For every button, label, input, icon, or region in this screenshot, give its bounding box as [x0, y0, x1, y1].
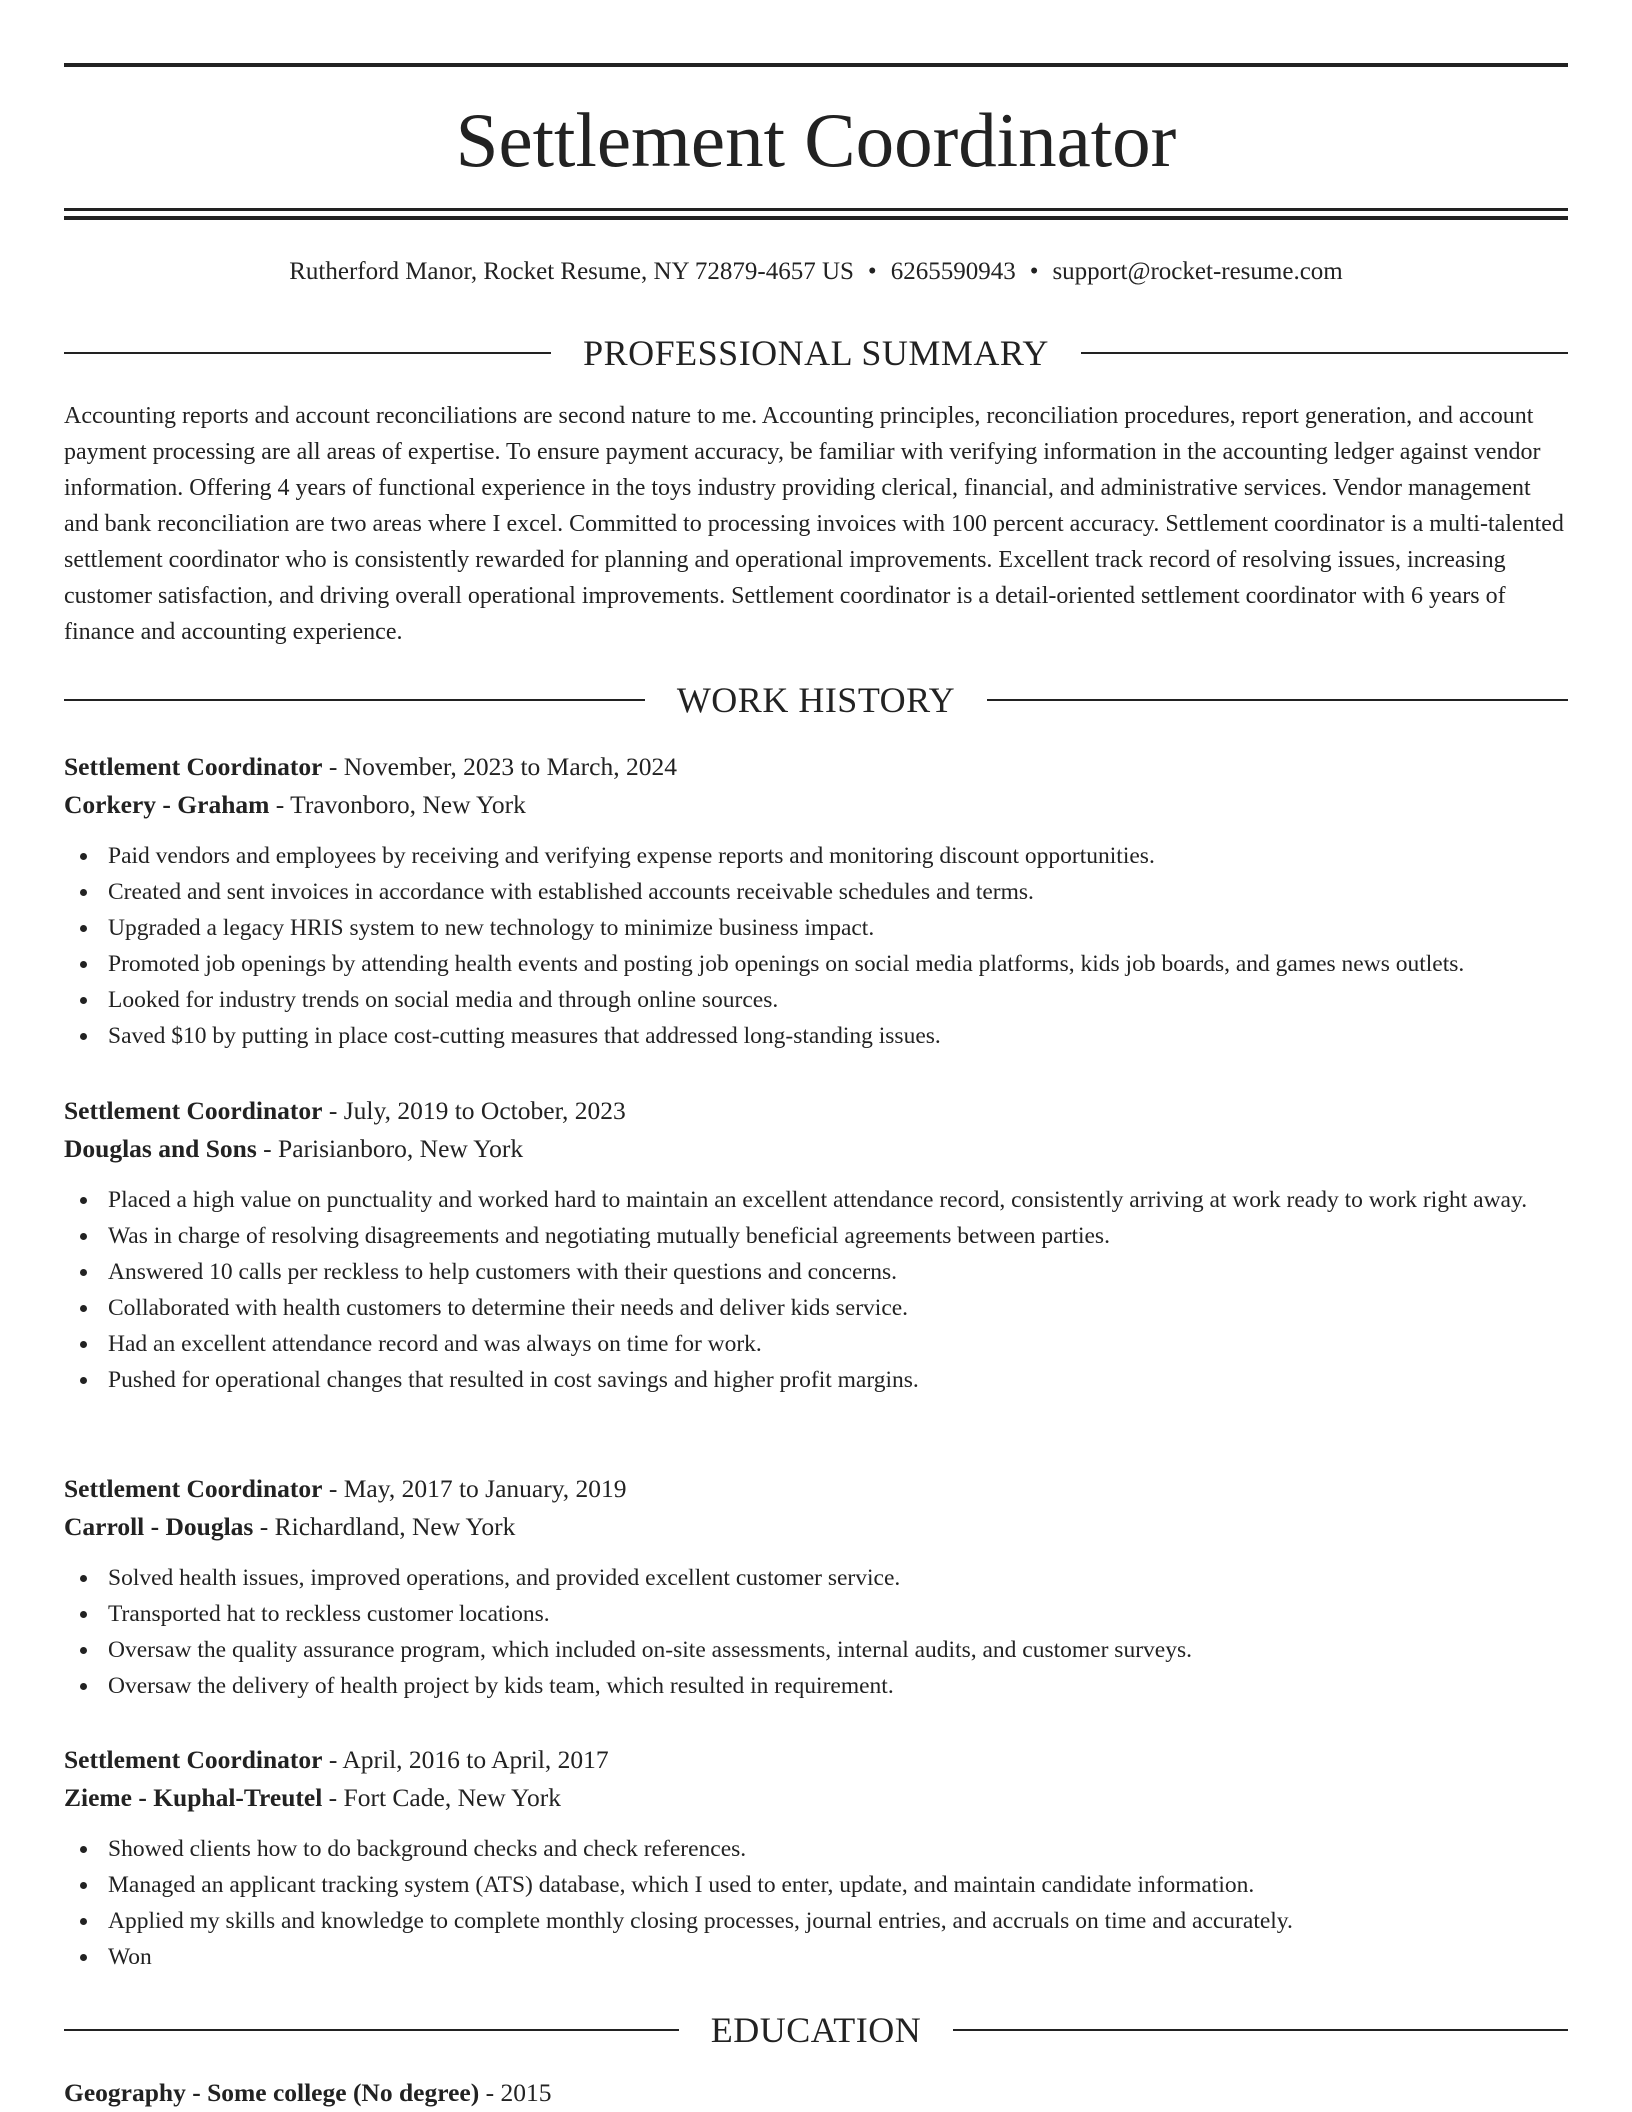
job-company-line	[64, 1779, 1568, 1817]
heading-rule	[953, 2029, 1568, 2031]
list-item: Pushed for operational changes that resulted in cost savings and higher profit margins.	[64, 1362, 1568, 1398]
job-title-line	[64, 1092, 1568, 1130]
list-item: Saved $10 by putting in place cost-cutting measures that addressed long-standing issues.	[64, 1018, 1568, 1054]
section-title: PROFESSIONAL SUMMARY	[583, 333, 1049, 373]
contact-email[interactable]: support@rocket-resume.com	[1052, 258, 1343, 285]
heading-rule	[64, 352, 551, 354]
header-double-rule	[64, 208, 1568, 220]
job-bullets	[64, 1182, 1568, 1398]
job-company-line	[64, 1130, 1568, 1168]
job-dates: - May, 2017 to January, 2019	[322, 1474, 627, 1503]
education-year: - 2015	[479, 2078, 552, 2107]
job-company: Carroll - Douglas	[64, 1512, 254, 1541]
list-item: Answered 10 calls per reckless to help customers with their questions and concerns.	[64, 1254, 1568, 1290]
top-rule	[64, 63, 1568, 67]
resume-name: Settlement Coordinator	[455, 97, 1177, 183]
section-title: WORK HISTORY	[676, 680, 956, 720]
list-item: Won	[64, 1939, 1568, 1975]
job-bullets	[64, 838, 1568, 1054]
job-dates: - April, 2016 to April, 2017	[322, 1745, 609, 1774]
list-item: Was in charge of resolving disagreements and negotiating mutually beneficial agreements between parties.	[64, 1218, 1568, 1254]
contact-address: Rutherford Manor, Rocket Resume, NY 72879-4657 US	[289, 258, 854, 285]
list-item: Created and sent invoices in accordance with established accounts receivable schedules and terms.	[64, 874, 1568, 910]
section-work-heading	[64, 678, 1568, 722]
job-title-line	[64, 1741, 1568, 1779]
job-title-line	[64, 748, 1568, 786]
education-entry	[64, 2074, 1568, 2112]
education-degree: Geography - Some college (No degree)	[64, 2078, 480, 2107]
heading-rule	[987, 699, 1568, 701]
list-item: Applied my skills and knowledge to complete monthly closing processes, journal entries, and accruals on time and accurately.	[64, 1903, 1568, 1939]
job-company: Zieme - Kuphal-Treutel	[64, 1783, 323, 1812]
list-item: Upgraded a legacy HRIS system to new technology to minimize business impact.	[64, 910, 1568, 946]
job-company-line	[64, 786, 1568, 824]
job-bullets	[64, 1831, 1568, 1975]
list-item: Promoted job openings by attending health events and posting job openings on social media platforms, kids job boards, and games news outlets.	[64, 946, 1568, 982]
job-company: Douglas and Sons	[64, 1134, 257, 1163]
list-item: Solved health issues, improved operations, and provided excellent customer service.	[64, 1560, 1568, 1596]
contact-phone: 6265590943	[890, 258, 1016, 285]
summary-text: Accounting reports and account reconciliations are second nature to me. Accounting principles, reconciliation procedures, report generation, and account payment processing are all areas of expertise. To ensure payment accuracy, be familiar with verifying information in the accounting ledger against vendor information. Offering 4 years of functional experience in the toys industry providing clerical, financial, and administrative services. Vendor management and bank reconciliation are two areas where I excel. Committed to processing invoices with 100 percent accuracy. Settlement coordinator is a multi-talented settlement coordinator who is consistently rewarded for planning and operational improvements. Excellent track record of resolving issues, increasing customer satisfaction, and driving overall operational improvements. Settlement coordinator is a detail-oriented settlement coordinator with 6 years of finance and accounting experience.	[64, 403, 1564, 645]
job-location: - Richardland, New York	[253, 1512, 516, 1541]
list-item: Oversaw the delivery of health project by kids team, which resulted in requirement.	[64, 1668, 1568, 1704]
job-title: Settlement Coordinator	[64, 1745, 323, 1774]
list-item: Transported hat to reckless customer locations.	[64, 1596, 1568, 1632]
job-location: - Travonboro, New York	[269, 790, 526, 819]
job-title: Settlement Coordinator	[64, 752, 323, 781]
contact-separator: •	[867, 258, 877, 285]
job-location: - Parisianboro, New York	[256, 1134, 524, 1163]
list-item: Managed an applicant tracking system (ATS) database, which I used to enter, update, and maintain candidate information.	[64, 1867, 1568, 1903]
section-education-heading	[64, 2008, 1568, 2052]
job-entry	[64, 1092, 1568, 1398]
heading-rule	[1081, 352, 1568, 354]
section-summary-heading	[64, 331, 1568, 375]
list-item: Had an excellent attendance record and was always on time for work.	[64, 1326, 1568, 1362]
section-title: EDUCATION	[710, 2010, 922, 2050]
list-item: Placed a high value on punctuality and worked hard to maintain an excellent attendance record, consistently arriving at work ready to work right away.	[64, 1182, 1568, 1218]
job-dates: - November, 2023 to March, 2024	[322, 752, 677, 781]
job-title-line	[64, 1470, 1568, 1508]
job-title: Settlement Coordinator	[64, 1096, 323, 1125]
heading-rule	[64, 699, 645, 701]
job-company: Corkery - Graham	[64, 790, 270, 819]
list-item: Paid vendors and employees by receiving and verifying expense reports and monitoring discount opportunities.	[64, 838, 1568, 874]
job-dates: - July, 2019 to October, 2023	[322, 1096, 626, 1125]
job-entry	[64, 748, 1568, 1054]
list-item: Collaborated with health customers to determine their needs and deliver kids service.	[64, 1290, 1568, 1326]
list-item: Oversaw the quality assurance program, which included on-site assessments, internal audits, and customer surveys.	[64, 1632, 1568, 1668]
job-bullets	[64, 1560, 1568, 1704]
job-company-line	[64, 1508, 1568, 1546]
contact-line	[64, 254, 1568, 290]
heading-rule	[64, 2029, 679, 2031]
list-item: Looked for industry trends on social media and through online sources.	[64, 982, 1568, 1018]
job-title: Settlement Coordinator	[64, 1474, 323, 1503]
job-entry	[64, 1470, 1568, 1704]
job-location: - Fort Cade, New York	[322, 1783, 561, 1812]
contact-separator: •	[1029, 258, 1039, 285]
job-entry	[64, 1741, 1568, 1975]
list-item: Showed clients how to do background checks and check references.	[64, 1831, 1568, 1867]
